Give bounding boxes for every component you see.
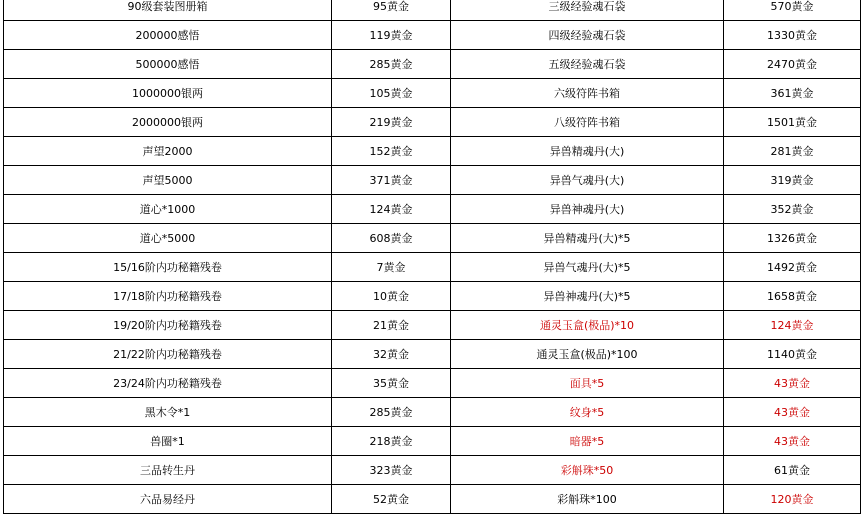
table-row: [4, 485, 861, 514]
left-price-cell: 608黄金: [332, 224, 451, 253]
table-row: [4, 253, 861, 282]
price-table-body: [4, 0, 861, 514]
left-price-cell: 52黄金: [332, 485, 451, 514]
left-item-cell: 道心*5000: [4, 224, 332, 253]
table-row: [4, 137, 861, 166]
left-price-cell: 371黄金: [332, 166, 451, 195]
right-price-cell: 2470黄金: [724, 50, 861, 79]
left-item-cell: 17/18阶内功秘籍残卷: [4, 282, 332, 311]
right-item-cell: 纹身*5: [451, 398, 724, 427]
left-item-cell: 声望2000: [4, 137, 332, 166]
left-price-cell: 105黄金: [332, 79, 451, 108]
left-item-cell: 90级套装图册箱: [4, 0, 332, 21]
right-item-cell: 三级经验魂石袋: [451, 0, 724, 21]
right-item-cell: 异兽神魂丹(大)*5: [451, 282, 724, 311]
right-item-cell: 面具*5: [451, 369, 724, 398]
right-price-cell: 1330黄金: [724, 21, 861, 50]
right-price-cell: 43黄金: [724, 427, 861, 456]
table-row: [4, 398, 861, 427]
table-row: [4, 21, 861, 50]
table-row: [4, 195, 861, 224]
table-row: [4, 456, 861, 485]
right-item-cell: 通灵玉盒(极品)*100: [451, 340, 724, 369]
left-item-cell: 15/16阶内功秘籍残卷: [4, 253, 332, 282]
right-price-cell: 570黄金: [724, 0, 861, 21]
left-item-cell: 六品易经丹: [4, 485, 332, 514]
left-item-cell: 道心*1000: [4, 195, 332, 224]
table-row: [4, 0, 861, 21]
table-row: [4, 340, 861, 369]
left-price-cell: 35黄金: [332, 369, 451, 398]
left-price-cell: 7黄金: [332, 253, 451, 282]
right-price-cell: 1658黄金: [724, 282, 861, 311]
right-price-cell: 43黄金: [724, 369, 861, 398]
right-price-cell: 1492黄金: [724, 253, 861, 282]
left-item-cell: 声望5000: [4, 166, 332, 195]
left-price-cell: 119黄金: [332, 21, 451, 50]
table-row: [4, 311, 861, 340]
left-item-cell: 三品转生丹: [4, 456, 332, 485]
left-price-cell: 21黄金: [332, 311, 451, 340]
table-row: [4, 427, 861, 456]
table-row: [4, 50, 861, 79]
right-price-cell: 120黄金: [724, 485, 861, 514]
right-price-cell: 1140黄金: [724, 340, 861, 369]
left-item-cell: 兽圈*1: [4, 427, 332, 456]
right-item-cell: 五级经验魂石袋: [451, 50, 724, 79]
right-item-cell: 四级经验魂石袋: [451, 21, 724, 50]
left-price-cell: 285黄金: [332, 398, 451, 427]
table-row: [4, 282, 861, 311]
left-price-cell: 10黄金: [332, 282, 451, 311]
left-item-cell: 黑木令*1: [4, 398, 332, 427]
right-item-cell: 异兽精魂丹(大): [451, 137, 724, 166]
right-item-cell: 彩斛珠*50: [451, 456, 724, 485]
left-price-cell: 95黄金: [332, 0, 451, 21]
left-item-cell: 19/20阶内功秘籍残卷: [4, 311, 332, 340]
left-price-cell: 323黄金: [332, 456, 451, 485]
left-item-cell: 2000000银两: [4, 108, 332, 137]
left-price-cell: 219黄金: [332, 108, 451, 137]
right-price-cell: 361黄金: [724, 79, 861, 108]
right-price-cell: 319黄金: [724, 166, 861, 195]
right-item-cell: 通灵玉盒(极品)*10: [451, 311, 724, 340]
table-row: [4, 166, 861, 195]
left-price-cell: 32黄金: [332, 340, 451, 369]
right-price-cell: 1501黄金: [724, 108, 861, 137]
right-item-cell: 异兽精魂丹(大)*5: [451, 224, 724, 253]
left-item-cell: 21/22阶内功秘籍残卷: [4, 340, 332, 369]
left-price-cell: 152黄金: [332, 137, 451, 166]
right-price-cell: 1326黄金: [724, 224, 861, 253]
right-item-cell: 六级符阵书箱: [451, 79, 724, 108]
right-item-cell: 彩斛珠*100: [451, 485, 724, 514]
left-price-cell: 218黄金: [332, 427, 451, 456]
right-price-cell: 281黄金: [724, 137, 861, 166]
price-table: [3, 0, 861, 514]
table-row: [4, 108, 861, 137]
right-item-cell: 八级符阵书箱: [451, 108, 724, 137]
left-item-cell: 1000000银两: [4, 79, 332, 108]
left-price-cell: 124黄金: [332, 195, 451, 224]
right-price-cell: 352黄金: [724, 195, 861, 224]
right-item-cell: 异兽神魂丹(大): [451, 195, 724, 224]
table-row: [4, 79, 861, 108]
left-item-cell: 200000感悟: [4, 21, 332, 50]
right-item-cell: 异兽气魂丹(大): [451, 166, 724, 195]
right-price-cell: 61黄金: [724, 456, 861, 485]
right-price-cell: 124黄金: [724, 311, 861, 340]
right-price-cell: 43黄金: [724, 398, 861, 427]
table-row: [4, 224, 861, 253]
left-item-cell: 500000感悟: [4, 50, 332, 79]
left-price-cell: 285黄金: [332, 50, 451, 79]
right-item-cell: 异兽气魂丹(大)*5: [451, 253, 724, 282]
table-row: [4, 369, 861, 398]
left-item-cell: 23/24阶内功秘籍残卷: [4, 369, 332, 398]
right-item-cell: 暗器*5: [451, 427, 724, 456]
